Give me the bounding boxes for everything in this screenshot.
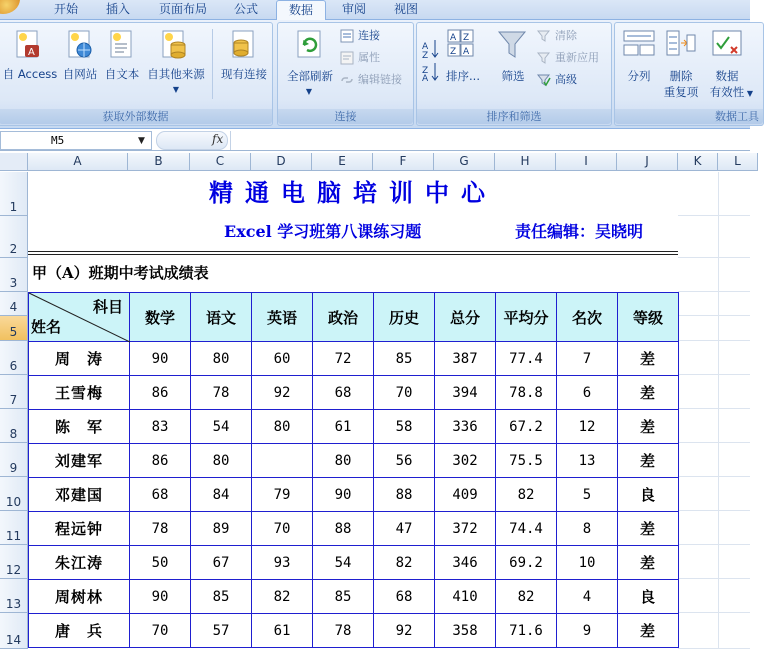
row-header[interactable] [0, 545, 28, 579]
svg-text:Z: Z [450, 47, 457, 57]
tab-data[interactable]: 数据 [276, 0, 326, 21]
advanced-filter-icon [537, 73, 551, 87]
score-cell[interactable]: 78 [313, 614, 374, 648]
score-cell[interactable]: 72 [313, 342, 374, 376]
header-average[interactable]: 平均分 [496, 293, 557, 342]
column-header[interactable]: G [434, 153, 495, 171]
grade-cell[interactable]: 差 [618, 410, 679, 444]
sort-icon [447, 29, 477, 59]
score-cell[interactable]: 82 [252, 580, 313, 614]
sheet-title: 精通电脑培训中心 [209, 178, 497, 207]
student-name-cell[interactable]: 唐 兵 [29, 614, 130, 648]
sheet-editor: 责任编辑：吴晓明 [515, 222, 644, 241]
gridline [678, 257, 750, 258]
column-header[interactable]: D [251, 153, 312, 171]
score-cell[interactable]: 387 [435, 342, 496, 376]
existing-connections-button[interactable]: 现有连接 [221, 67, 267, 81]
table-row [29, 580, 679, 614]
student-name-cell[interactable]: 邓建国 [29, 478, 130, 512]
row-number: 8 [9, 427, 18, 441]
gridline [678, 374, 750, 375]
table-row [29, 546, 679, 580]
svg-text:A: A [28, 47, 35, 58]
refresh-all-icon [294, 29, 324, 61]
gridline [678, 408, 750, 409]
row-number: 3 [9, 276, 18, 290]
score-cell[interactable]: 77.4 [496, 342, 557, 376]
score-cell[interactable]: 90 [313, 478, 374, 512]
row-header[interactable] [0, 613, 28, 649]
column-header[interactable]: E [312, 153, 373, 171]
row-header[interactable] [0, 409, 28, 443]
row-number: 2 [9, 242, 18, 256]
diagonal-header-cell[interactable] [29, 293, 130, 342]
grade-cell[interactable]: 差 [618, 376, 679, 410]
score-cell[interactable]: 75.5 [496, 444, 557, 478]
select-all-corner[interactable] [0, 153, 28, 171]
score-cell[interactable]: 78.8 [496, 376, 557, 410]
score-cell[interactable]: 54 [191, 410, 252, 444]
score-cell[interactable]: 70 [252, 512, 313, 546]
score-cell[interactable]: 4 [557, 580, 618, 614]
row-header[interactable] [0, 477, 28, 511]
grade-cell[interactable]: 差 [618, 444, 679, 478]
row-number: 4 [9, 300, 18, 314]
score-cell[interactable]: 47 [374, 512, 435, 546]
header-grade[interactable]: 等级 [618, 293, 679, 342]
student-name-cell[interactable]: 周树林 [29, 580, 130, 614]
gridline [678, 544, 750, 545]
column-header[interactable]: L [718, 153, 758, 171]
score-cell[interactable]: 358 [435, 614, 496, 648]
chevron-down-icon: ▼ [305, 87, 313, 96]
web-icon [65, 29, 95, 61]
svg-text:A: A [422, 42, 429, 52]
grade-cell[interactable]: 差 [618, 342, 679, 376]
row-header[interactable] [0, 258, 28, 292]
formula-input[interactable] [230, 131, 750, 150]
score-cell[interactable]: 409 [435, 478, 496, 512]
refresh-all-button[interactable]: 全部刷新 [287, 69, 333, 83]
table-title: 甲（A）班期中考试成绩表 [32, 264, 209, 282]
tab-insert[interactable]: 插入 [105, 2, 130, 16]
sort-az-icon [421, 37, 441, 84]
filter-icon [497, 29, 527, 61]
column-header[interactable]: A [28, 153, 128, 171]
from-access-button[interactable]: 自 Access [2, 67, 58, 81]
remove-duplicates-label-2: 重复项 [663, 85, 699, 99]
gridline [678, 442, 750, 443]
score-cell[interactable]: 70 [374, 376, 435, 410]
score-cell[interactable]: 67.2 [496, 410, 557, 444]
from-text-button[interactable]: 自文本 [104, 67, 140, 81]
student-name-cell[interactable]: 王雪梅 [29, 376, 130, 410]
svg-text:Z: Z [463, 33, 470, 43]
score-cell[interactable]: 13 [557, 444, 618, 478]
group-label-external: 获取外部数据 [0, 109, 272, 124]
formula-bar [0, 130, 750, 151]
gridline [678, 315, 750, 316]
header-politics[interactable]: 政治 [313, 293, 374, 342]
row-number: 11 [5, 529, 22, 543]
row-number: 9 [9, 461, 18, 475]
score-cell[interactable]: 410 [435, 580, 496, 614]
score-cell[interactable]: 80 [313, 444, 374, 478]
tab-review[interactable]: 审阅 [341, 2, 366, 16]
score-cell[interactable]: 10 [557, 546, 618, 580]
score-cell[interactable]: 80 [252, 410, 313, 444]
data-validation-label-2: 有效性 [709, 85, 745, 99]
clear-filter-icon [537, 29, 551, 43]
gridline [718, 172, 719, 649]
score-cell[interactable]: 302 [435, 444, 496, 478]
data-validation-button[interactable]: 数据 [715, 69, 739, 83]
other-sources-icon [159, 29, 189, 61]
svg-text:A: A [450, 33, 457, 43]
chevron-down-icon: ▼ [746, 89, 754, 98]
connections-icon [340, 29, 354, 43]
text-to-columns-button[interactable]: 分列 [627, 69, 651, 83]
grade-cell[interactable]: 良 [618, 478, 679, 512]
table-row [29, 512, 679, 546]
row-header[interactable] [0, 341, 28, 375]
row-header[interactable] [0, 172, 28, 216]
column-header[interactable]: I [556, 153, 617, 171]
group-label-connections: 连接 [278, 109, 413, 124]
connections-button[interactable]: 连接 [358, 29, 380, 42]
diag-name-label: 姓名 [31, 318, 62, 336]
grade-cell[interactable]: 良 [618, 580, 679, 614]
divider [212, 29, 213, 99]
score-cell[interactable]: 68 [313, 376, 374, 410]
student-name-cell[interactable]: 朱江涛 [29, 546, 130, 580]
properties-icon [340, 51, 354, 65]
score-cell[interactable]: 82 [496, 478, 557, 512]
score-cell[interactable]: 58 [374, 410, 435, 444]
score-cell[interactable]: 80 [191, 342, 252, 376]
score-cell[interactable]: 394 [435, 376, 496, 410]
score-cell[interactable]: 88 [313, 512, 374, 546]
score-cell[interactable]: 82 [496, 580, 557, 614]
column-header[interactable]: C [190, 153, 251, 171]
score-cell[interactable]: 50 [130, 546, 191, 580]
score-cell[interactable] [252, 444, 313, 478]
group-data-tools [614, 22, 764, 126]
advanced-button[interactable]: 高级 [555, 73, 577, 86]
edit-links-button[interactable]: 编辑链接 [358, 73, 402, 86]
score-cell[interactable]: 93 [252, 546, 313, 580]
office-button[interactable] [0, 0, 20, 14]
score-cell[interactable]: 88 [374, 478, 435, 512]
score-cell[interactable]: 80 [191, 444, 252, 478]
student-name-cell[interactable]: 周 涛 [29, 342, 130, 376]
chevron-down-icon[interactable]: ▼ [138, 136, 145, 146]
remove-duplicates-button[interactable]: 删除 [669, 69, 693, 83]
clear-button[interactable]: 清除 [555, 29, 577, 42]
grade-cell[interactable]: 差 [618, 614, 679, 648]
gridline [678, 291, 750, 292]
score-cell[interactable]: 83 [130, 410, 191, 444]
from-other-sources-button[interactable]: 自其他来源 [147, 67, 205, 81]
score-cell[interactable]: 68 [130, 478, 191, 512]
score-cell[interactable]: 89 [191, 512, 252, 546]
row-header[interactable] [0, 375, 28, 409]
score-cell[interactable]: 85 [374, 342, 435, 376]
column-header[interactable]: H [495, 153, 556, 171]
row-number: 12 [5, 563, 22, 577]
table-header-row [29, 293, 679, 342]
properties-button[interactable]: 属性 [358, 51, 380, 64]
score-cell[interactable]: 70 [130, 614, 191, 648]
gridline [678, 340, 750, 341]
score-cell[interactable]: 7 [557, 342, 618, 376]
table-row [29, 478, 679, 512]
group-label-data-tools: 数据工具 [615, 109, 763, 124]
header-history[interactable]: 历史 [374, 293, 435, 342]
access-db-icon [13, 29, 43, 61]
student-name-cell[interactable]: 程远钟 [29, 512, 130, 546]
score-cell[interactable]: 61 [252, 614, 313, 648]
score-cell[interactable]: 86 [130, 444, 191, 478]
edit-links-icon [340, 73, 354, 87]
sheet-subtitle: Excel 学习班第八课练习题 [224, 222, 422, 241]
score-cell[interactable]: 54 [313, 546, 374, 580]
table-row [29, 444, 679, 478]
score-cell[interactable]: 90 [130, 342, 191, 376]
gridline [678, 612, 750, 613]
gridline [678, 476, 750, 477]
tab-formulas[interactable]: 公式 [233, 2, 258, 16]
row-header[interactable] [0, 579, 28, 613]
score-cell[interactable]: 92 [374, 614, 435, 648]
score-cell[interactable]: 85 [313, 580, 374, 614]
column-header[interactable]: B [128, 153, 190, 171]
group-sort-filter [416, 22, 612, 126]
score-cell[interactable]: 84 [191, 478, 252, 512]
score-cell[interactable]: 85 [191, 580, 252, 614]
text-file-icon [107, 29, 137, 61]
filter-button[interactable]: 筛选 [501, 69, 525, 83]
gridline [678, 578, 750, 579]
column-header[interactable]: K [678, 153, 718, 171]
column-header[interactable]: F [373, 153, 434, 171]
score-cell[interactable]: 92 [252, 376, 313, 410]
sort-button[interactable]: 排序... [446, 69, 480, 83]
double-rule-top [28, 251, 678, 252]
row-number: 7 [9, 393, 18, 407]
row-number: 1 [9, 200, 18, 214]
tab-page-layout[interactable]: 页面布局 [158, 2, 207, 16]
row-header[interactable] [0, 216, 28, 258]
row-header[interactable] [0, 443, 28, 477]
table-row [29, 410, 679, 444]
score-cell[interactable]: 74.4 [496, 512, 557, 546]
header-rank[interactable]: 名次 [557, 293, 618, 342]
from-web-button[interactable]: 自网站 [62, 67, 98, 81]
score-cell[interactable]: 90 [130, 580, 191, 614]
existing-connections-icon [227, 29, 257, 61]
svg-text:Z: Z [422, 51, 429, 61]
reapply-button[interactable]: 重新应用 [555, 51, 599, 64]
score-cell[interactable]: 78 [191, 376, 252, 410]
score-cell[interactable]: 71.6 [496, 614, 557, 648]
svg-text:Z: Z [422, 66, 429, 76]
ribbon [0, 20, 759, 129]
score-cell[interactable]: 346 [435, 546, 496, 580]
row-number: 10 [5, 495, 22, 509]
table-row [29, 376, 679, 410]
group-get-external-data [0, 22, 273, 126]
score-cell[interactable]: 56 [374, 444, 435, 478]
header-english[interactable]: 英语 [252, 293, 313, 342]
tab-home[interactable]: 开始 [53, 2, 78, 16]
column-header[interactable]: J [617, 153, 678, 171]
grade-cell[interactable]: 差 [618, 546, 679, 580]
data-validation-icon [711, 29, 743, 59]
table-row [29, 614, 679, 648]
row-number: 6 [9, 359, 18, 373]
name-box[interactable]: M5 [0, 131, 152, 150]
text-to-columns-icon [623, 29, 655, 59]
row-header[interactable] [0, 292, 28, 316]
score-cell[interactable]: 86 [130, 376, 191, 410]
group-connections [277, 22, 414, 126]
header-chinese[interactable]: 语文 [191, 293, 252, 342]
score-cell[interactable]: 9 [557, 614, 618, 648]
gridline [678, 215, 750, 216]
score-cell[interactable]: 372 [435, 512, 496, 546]
score-cell[interactable]: 61 [313, 410, 374, 444]
svg-text:A: A [463, 47, 470, 57]
row-number: 5 [9, 325, 18, 339]
score-cell[interactable]: 78 [130, 512, 191, 546]
gridline [678, 510, 750, 511]
reapply-icon [537, 51, 551, 65]
row-number: 13 [5, 597, 22, 611]
score-cell[interactable]: 57 [191, 614, 252, 648]
remove-duplicates-icon [665, 29, 697, 59]
table-row [29, 342, 679, 376]
diag-subject-label: 科目 [92, 298, 123, 316]
student-name-cell[interactable]: 刘建军 [29, 444, 130, 478]
group-label-sort-filter: 排序和筛选 [417, 109, 611, 124]
score-cell[interactable]: 6 [557, 376, 618, 410]
score-cell[interactable]: 67 [191, 546, 252, 580]
header-total[interactable]: 总分 [435, 293, 496, 342]
score-cell[interactable]: 82 [374, 546, 435, 580]
score-cell[interactable]: 68 [374, 580, 435, 614]
score-cell[interactable]: 8 [557, 512, 618, 546]
double-rule-bottom [28, 254, 678, 255]
row-header[interactable] [0, 511, 28, 545]
row-header[interactable] [0, 316, 28, 341]
score-cell[interactable]: 336 [435, 410, 496, 444]
chevron-down-icon: ▼ [172, 85, 180, 94]
header-math[interactable]: 数学 [130, 293, 191, 342]
insert-function-icon[interactable]: fx [212, 132, 224, 146]
score-cell[interactable]: 60 [252, 342, 313, 376]
ribbon-tab-bar [0, 0, 750, 20]
row-number: 14 [5, 633, 22, 647]
score-cell[interactable]: 79 [252, 478, 313, 512]
grade-cell[interactable]: 差 [618, 512, 679, 546]
score-cell[interactable]: 5 [557, 478, 618, 512]
svg-text:A: A [422, 74, 429, 84]
score-table [28, 292, 679, 648]
score-cell[interactable]: 69.2 [496, 546, 557, 580]
student-name-cell[interactable]: 陈 军 [29, 410, 130, 444]
score-cell[interactable]: 12 [557, 410, 618, 444]
tab-view[interactable]: 视图 [393, 2, 418, 16]
